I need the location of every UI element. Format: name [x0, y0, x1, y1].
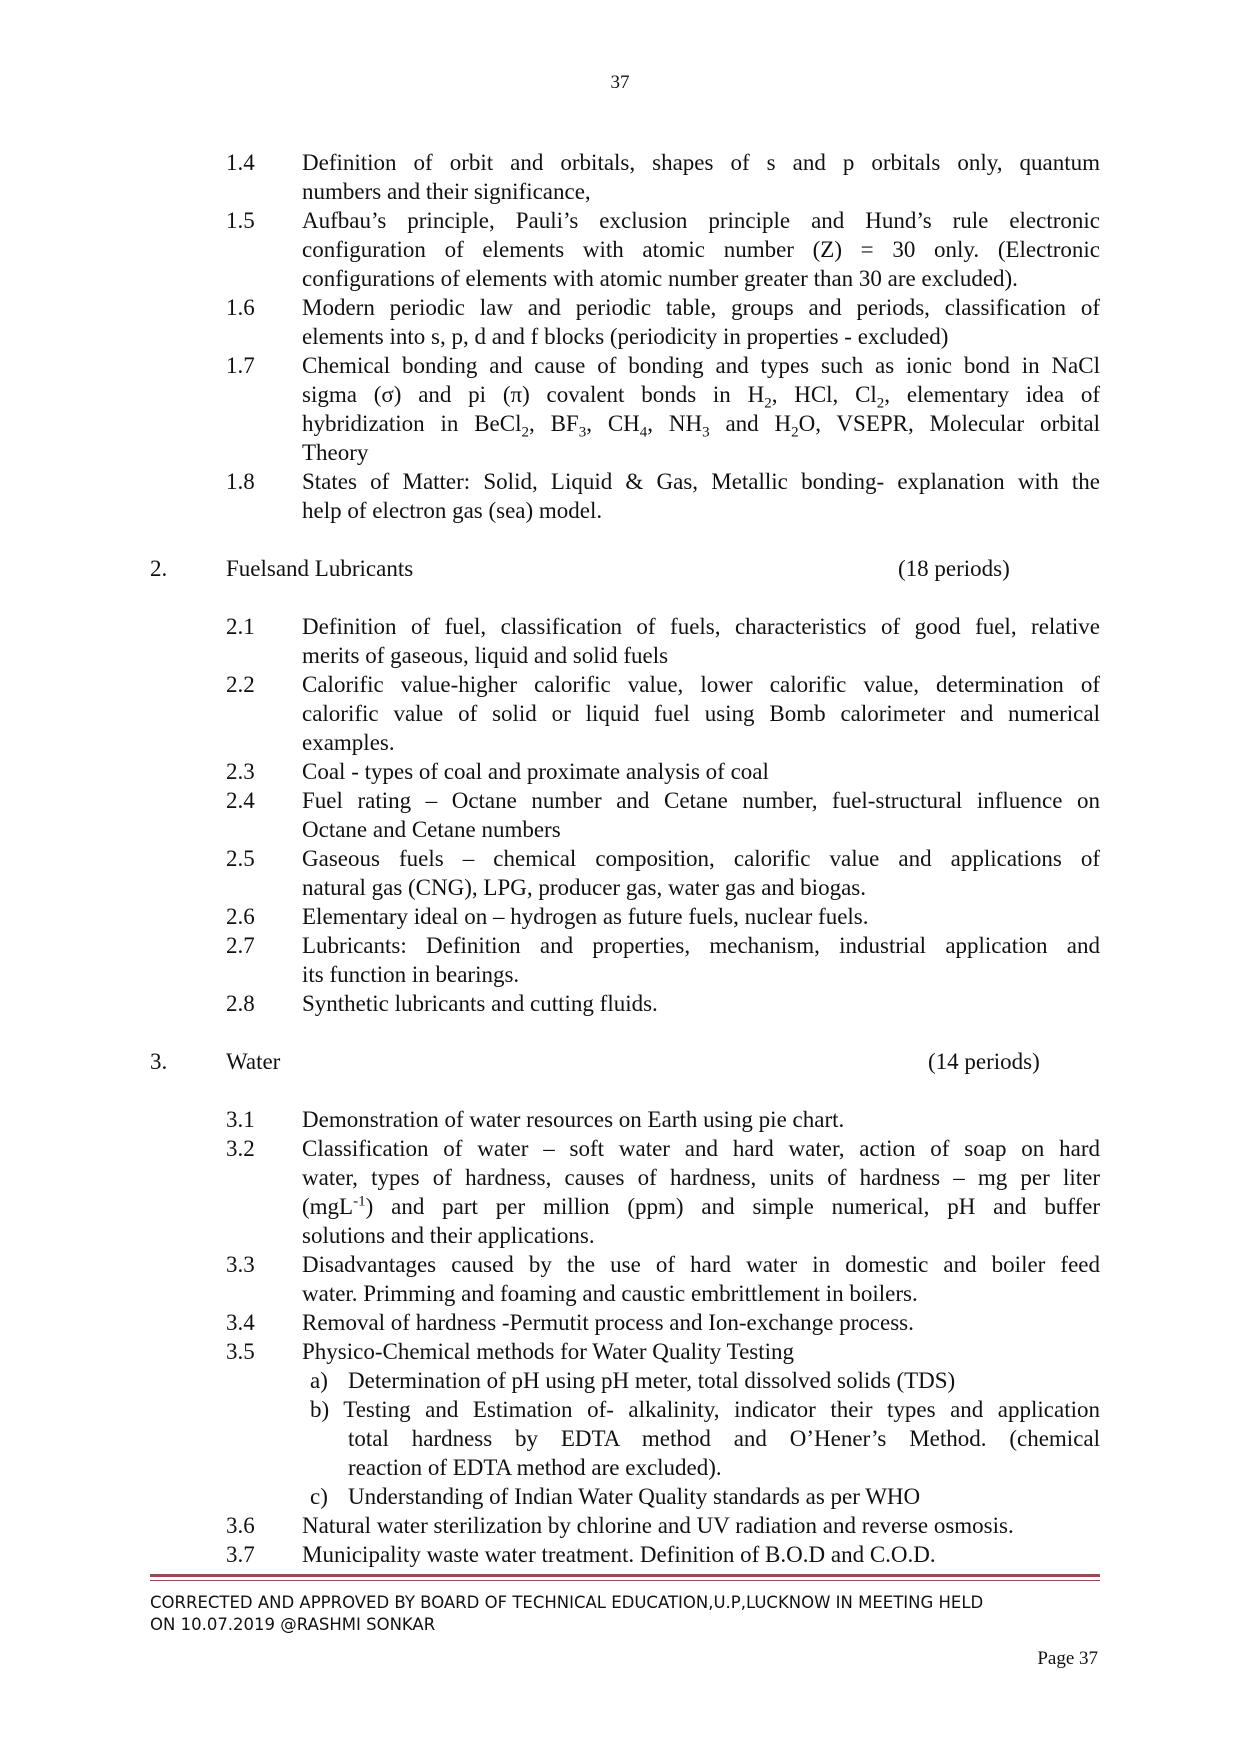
sub-item-text-line: reaction of EDTA method are excluded).: [348, 1455, 722, 1480]
item-number: 1.8: [226, 469, 255, 494]
item-text-line: Modern periodic law and periodic table, groups and periods, classification of: [302, 295, 1100, 320]
footer-divider: [150, 1574, 1100, 1577]
item-number: 1.6: [226, 295, 255, 320]
item-number: 2.8: [226, 991, 255, 1016]
footer-line: ON 10.07.2019 @RASHMI SONKAR: [150, 1615, 436, 1634]
item-text-line: Definition of fuel, classification of fuels, characteristics of good fuel, relative: [302, 614, 1100, 639]
footer-divider-thin: [150, 1580, 1100, 1581]
sub-item-text: Understanding of Indian Water Quality standards as per WHO: [348, 1484, 921, 1509]
item-number: 3.5: [226, 1339, 255, 1364]
item-text-line: Synthetic lubricants and cutting fluids.: [302, 991, 658, 1016]
item-number: 3.6: [226, 1513, 255, 1538]
sub-item-text-line: total hardness by EDTA method and O’Hener’s Method. (chemical: [348, 1426, 1100, 1451]
sub-item-text: Determination of pH using pH meter, total dissolved solids (TDS): [348, 1368, 956, 1393]
item-text-line: natural gas (CNG), LPG, producer gas, water gas and biogas.: [302, 875, 866, 900]
item-text-line: Elementary ideal on – hydrogen as future fuels, nuclear fuels.: [302, 904, 869, 929]
item-text-line: States of Matter: Solid, Liquid & Gas, Metallic bonding- explanation with the: [302, 469, 1100, 494]
item-text-line: Physico-Chemical methods for Water Quality Testing: [302, 1339, 795, 1364]
item-text-line: numbers and their significance,: [302, 179, 591, 204]
footer-note: [150, 1592, 1110, 1636]
item-text-line: Definition of orbit and orbitals, shapes of s and p orbitals only, quantum: [302, 150, 1100, 175]
item-text-line: Disadvantages caused by the use of hard water in domestic and boiler feed: [302, 1252, 1100, 1277]
footer-page-number: Page 37: [1037, 1648, 1098, 1669]
section-number: 2.: [150, 556, 168, 581]
item-number: 2.3: [226, 759, 255, 784]
item-text-line: help of electron gas (sea) model.: [302, 498, 603, 523]
sub-item-label: a): [310, 1368, 328, 1393]
item-text-line: solutions and their applications.: [302, 1223, 595, 1248]
item-text-line: (mgL$^{-1}$) and part per million (ppm) and simple numerical, pH and buffer: [302, 1193, 1100, 1219]
item-text-line: merits of gaseous, liquid and solid fuels: [302, 643, 669, 668]
item-number: 2.7: [226, 933, 255, 958]
sub-item-b: [310, 1395, 1100, 1482]
item-number: 1.5: [226, 208, 255, 233]
item-text-line: Removal of hardness -Permutit process and Ion-exchange process.: [302, 1310, 914, 1335]
page-top-number: 37: [610, 72, 630, 93]
section-periods: (14 periods): [928, 1049, 1040, 1074]
section-number: 3.: [150, 1049, 168, 1074]
item-number: 3.3: [226, 1252, 255, 1277]
sub-item-text-line: b) Testing and Estimation of- alkalinity, indicator their types and application: [310, 1397, 1100, 1422]
item-text-line: Chemical bonding and cause of bonding and types such as ionic bond in NaCl: [302, 353, 1100, 378]
item-number: 3.7: [226, 1542, 255, 1567]
item-number: 3.1: [226, 1107, 255, 1132]
item-text-line: calorific value of solid or liquid fuel using Bomb calorimeter and numerical: [302, 701, 1100, 726]
item-text-line: configuration of elements with atomic number (Z) = 30 only. (Electronic: [302, 237, 1100, 262]
item-number: 2.1: [226, 614, 255, 639]
section-periods: (18 periods): [898, 556, 1010, 581]
item-text-line: Octane and Cetane numbers: [302, 817, 561, 842]
item-text-line: Coal - types of coal and proximate analysis of coal: [302, 759, 769, 784]
item-text-line: water. Primming and foaming and caustic embrittlement in boilers.: [302, 1281, 918, 1306]
item-text-line: Calorific value-higher calorific value, lower calorific value, determination of: [302, 672, 1100, 697]
item-text-line: Municipality waste water treatment. Definition of B.O.D and C.O.D.: [302, 1542, 936, 1567]
sub-item-a: [310, 1366, 956, 1395]
item-number: 1.7: [226, 353, 255, 378]
item-text-line: Classification of water – soft water and hard water, action of soap on hard: [302, 1136, 1100, 1161]
item-text-line: configurations of elements with atomic number greater than 30 are excluded).: [302, 266, 1018, 291]
item-text-line: sigma (σ) and pi (π) covalent bonds in $H_2$, HCl, $Cl_2$, elementary idea of: [302, 382, 1100, 412]
item-text-line: examples.: [302, 730, 395, 755]
item-number: 3.2: [226, 1136, 255, 1161]
item-text-line: hybridization in BeCl$_2$, $BF_3$, $CH_4$, $NH_3$ and $H_2O$, VSEPR, Molecular orbital: [302, 411, 1100, 441]
section-title: Water: [226, 1049, 281, 1074]
item-number: 1.4: [226, 150, 255, 175]
item-text-line: elements into s, p, d and f blocks (periodicity in properties - excluded): [302, 324, 949, 349]
item-text-line: its function in bearings.: [302, 962, 520, 987]
item-text-line: Lubricants: Definition and properties, mechanism, industrial application and: [302, 933, 1100, 958]
item-text-line: Aufbau’s principle, Pauli’s exclusion principle and Hund’s rule electronic: [302, 208, 1100, 233]
item-number: 2.4: [226, 788, 255, 813]
item-text-line: Natural water sterilization by chlorine and UV radiation and reverse osmosis.: [302, 1513, 1014, 1538]
item-text-line: water, types of hardness, causes of hardness, units of hardness – mg per liter: [302, 1165, 1100, 1190]
footer-line: CORRECTED AND APPROVED BY BOARD OF TECHNICAL EDUCATION,U.P,LUCKNOW IN MEETING HELD: [150, 1593, 984, 1612]
sub-item-label: c): [310, 1484, 328, 1509]
item-number: 2.2: [226, 672, 255, 697]
item-number: 2.5: [226, 846, 255, 871]
section-title: Fuelsand Lubricants: [226, 556, 414, 581]
sub-item-c: [310, 1482, 921, 1511]
item-text-line: Theory: [302, 440, 369, 465]
item-text-line: Fuel rating – Octane number and Cetane number, fuel-structural influence on: [302, 788, 1100, 813]
item-text-line: Demonstration of water resources on Earth using pie chart.: [302, 1107, 845, 1132]
item-text-line: Gaseous fuels – chemical composition, calorific value and applications of: [302, 846, 1100, 871]
item-number: 3.4: [226, 1310, 255, 1335]
item-number: 2.6: [226, 904, 255, 929]
